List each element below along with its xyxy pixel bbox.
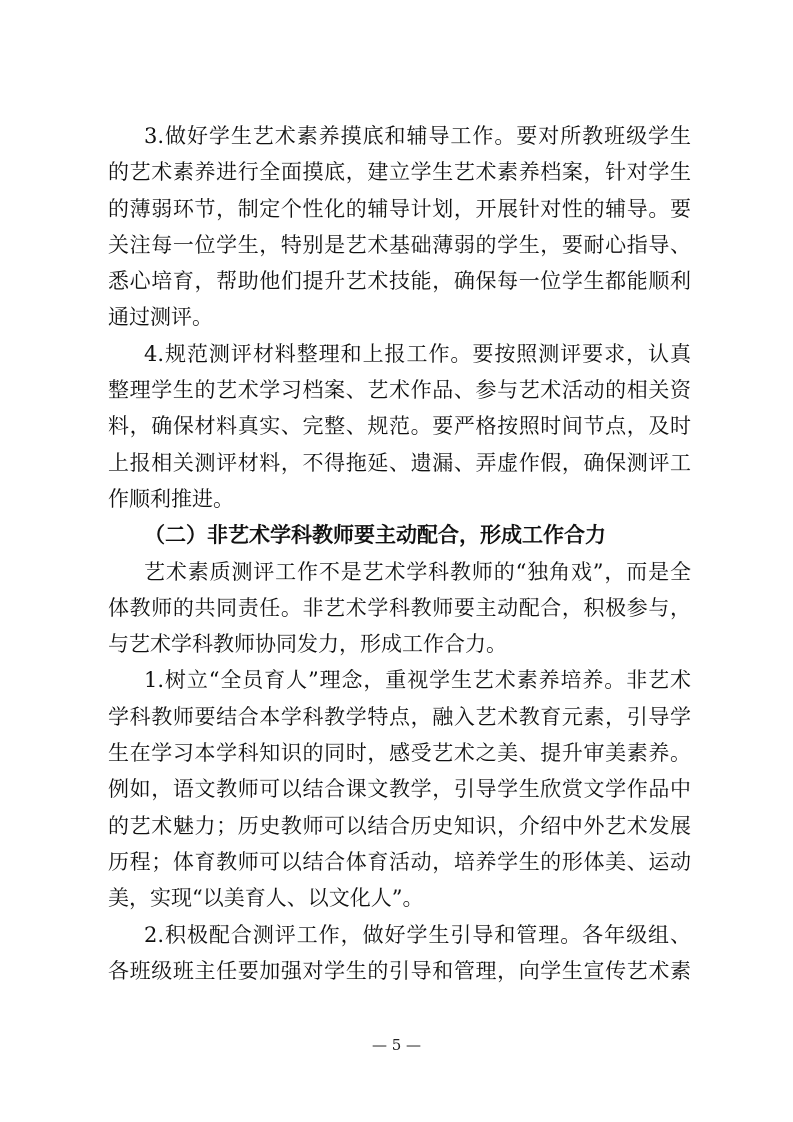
paragraph — [108, 917, 691, 990]
page-number: — 5 — — [371, 1036, 422, 1054]
text-line: 体教师的共同责任。非艺术学科教师要主动配合，积极参与， — [108, 595, 691, 620]
text-line: 3.做好学生艺术素养摸底和辅导工作。要对所教班级学生 — [144, 124, 691, 148]
text-line: 历程；体育教师可以结合体育活动，培养学生的形体美、运动 — [108, 849, 691, 874]
text-line: 1.树立“全员育人”理念，重视学生艺术素养培养。非艺术 — [144, 668, 691, 693]
text-line: 作顺利推进。 — [108, 486, 234, 511]
paragraph — [108, 554, 691, 663]
text-line: 料，确保材料真实、完整、规范。要严格按照时间节点，及时 — [108, 414, 691, 439]
section-heading — [108, 517, 691, 553]
text-line: 学科教师要结合本学科教学特点，融入艺术教育元素，引导学 — [108, 704, 691, 729]
document-body — [108, 118, 691, 989]
paragraph — [108, 336, 691, 517]
text-line: 的艺术魅力；历史教师可以结合历史知识，介绍中外艺术发展 — [108, 813, 691, 838]
text-line: （二）非艺术学科教师要主动配合，形成工作合力 — [144, 522, 606, 548]
text-line: 的薄弱环节，制定个性化的辅导计划，开展针对性的辅导。要 — [108, 196, 691, 221]
text-line: 关注每一位学生，特别是艺术基础薄弱的学生，要耐心指导、 — [108, 232, 691, 257]
text-line: 艺术素质测评工作不是艺术学科教师的“独角戏”，而是全 — [144, 559, 691, 584]
text-line: 例如，语文教师可以结合课文教学，引导学生欣赏文学作品中 — [108, 777, 691, 802]
paragraph — [108, 662, 691, 916]
text-line: 4.规范测评材料整理和上报工作。要按照测评要求，认真 — [144, 341, 691, 366]
text-line: 美，实现“以美育人、以文化人”。 — [108, 886, 424, 911]
paragraph — [108, 118, 691, 336]
text-line: 各班级班主任要加强对学生的引导和管理，向学生宣传艺术素 — [108, 958, 691, 983]
text-line: 整理学生的艺术学习档案、艺术作品、参与艺术活动的相关资 — [108, 378, 691, 403]
text-line: 上报相关测评材料，不得拖延、遗漏、弄虚作假，确保测评工 — [108, 450, 691, 475]
text-line: 的艺术素养进行全面摸底，建立学生艺术素养档案，针对学生 — [108, 160, 691, 185]
text-line: 与艺术学科教师协同发力，形成工作合力。 — [108, 632, 507, 657]
text-line: 生在学习本学科知识的同时，感受艺术之美、提升审美素养。 — [108, 741, 691, 766]
text-line: 悉心培育，帮助他们提升艺术技能，确保每一位学生都能顺利 — [108, 269, 691, 294]
text-line: 2.积极配合测评工作，做好学生引导和管理。各年级组、 — [144, 922, 691, 947]
text-line: 通过测评。 — [108, 305, 213, 330]
